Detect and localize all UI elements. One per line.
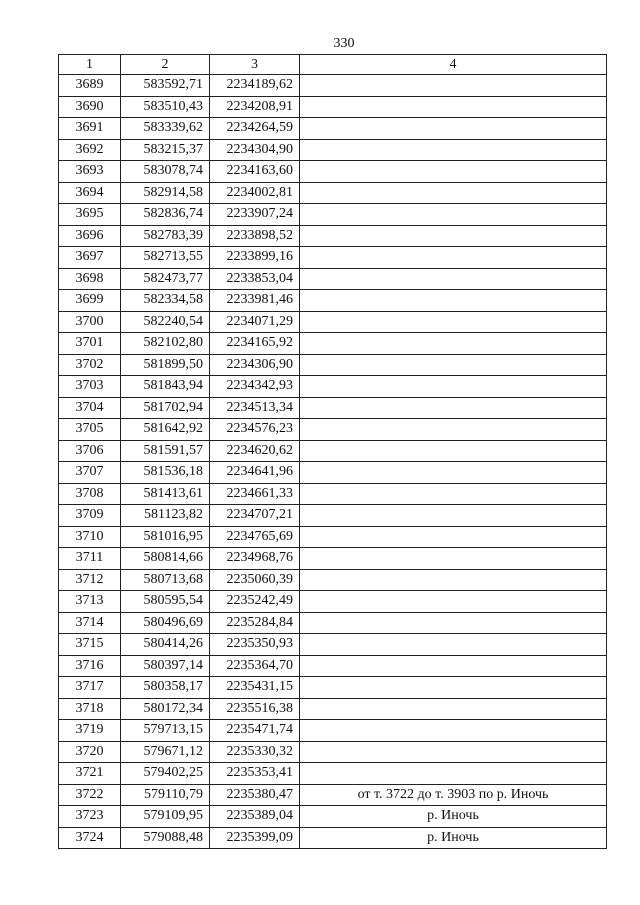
description-cell: [300, 548, 607, 570]
description-cell: [300, 763, 607, 785]
x-coordinate-cell: 580397,14: [121, 655, 210, 677]
y-coordinate-cell: 2234264,59: [210, 118, 300, 140]
y-coordinate-cell: 2234765,69: [210, 526, 300, 548]
description-cell: [300, 505, 607, 527]
x-coordinate-cell: 582914,58: [121, 182, 210, 204]
page-number: 330: [333, 36, 355, 51]
y-coordinate-cell: 2234071,29: [210, 311, 300, 333]
x-coordinate-cell: 580172,34: [121, 698, 210, 720]
x-coordinate-cell: 581536,18: [121, 462, 210, 484]
point-number-cell: 3691: [59, 118, 121, 140]
x-coordinate-cell: 582473,77: [121, 268, 210, 290]
description-cell: [300, 161, 607, 183]
x-coordinate-cell: 582102,80: [121, 333, 210, 355]
table-row: [59, 612, 607, 634]
point-number-cell: 3689: [59, 75, 121, 97]
y-coordinate-cell: 2234304,90: [210, 139, 300, 161]
point-number-cell: 3714: [59, 612, 121, 634]
table-row: [59, 139, 607, 161]
table-row: [59, 634, 607, 656]
point-number-cell: 3709: [59, 505, 121, 527]
y-coordinate-cell: 2235284,84: [210, 612, 300, 634]
description-cell: [300, 75, 607, 97]
column-header-3: 3: [210, 55, 300, 75]
table-row: [59, 290, 607, 312]
y-coordinate-cell: 2233899,16: [210, 247, 300, 269]
y-coordinate-cell: 2234968,76: [210, 548, 300, 570]
y-coordinate-cell: 2234163,60: [210, 161, 300, 183]
x-coordinate-cell: 583592,71: [121, 75, 210, 97]
point-number-cell: 3721: [59, 763, 121, 785]
description-cell: от т. 3722 до т. 3903 по р. Иночь: [300, 784, 607, 806]
description-cell: р. Иночь: [300, 806, 607, 828]
point-number-cell: 3718: [59, 698, 121, 720]
y-coordinate-cell: 2234513,34: [210, 397, 300, 419]
table-row: [59, 440, 607, 462]
table-row: [59, 569, 607, 591]
x-coordinate-cell: 581642,92: [121, 419, 210, 441]
table-row: [59, 655, 607, 677]
table-row: [59, 827, 607, 849]
description-cell: [300, 290, 607, 312]
table-row: [59, 268, 607, 290]
table-row: [59, 505, 607, 527]
table-header-row: [59, 55, 607, 75]
point-number-cell: 3710: [59, 526, 121, 548]
point-number-cell: 3692: [59, 139, 121, 161]
y-coordinate-cell: 2235364,70: [210, 655, 300, 677]
x-coordinate-cell: 579109,95: [121, 806, 210, 828]
y-coordinate-cell: 2234620,62: [210, 440, 300, 462]
table-row: [59, 118, 607, 140]
point-number-cell: 3698: [59, 268, 121, 290]
x-coordinate-cell: 581016,95: [121, 526, 210, 548]
y-coordinate-cell: 2235330,32: [210, 741, 300, 763]
point-number-cell: 3697: [59, 247, 121, 269]
table-row: [59, 784, 607, 806]
table-row: [59, 698, 607, 720]
table-row: [59, 225, 607, 247]
point-number-cell: 3700: [59, 311, 121, 333]
x-coordinate-cell: 581899,50: [121, 354, 210, 376]
y-coordinate-cell: 2235242,49: [210, 591, 300, 613]
column-header-4: 4: [300, 55, 607, 75]
description-cell: [300, 462, 607, 484]
table-row: [59, 354, 607, 376]
y-coordinate-cell: 2235060,39: [210, 569, 300, 591]
description-cell: [300, 96, 607, 118]
x-coordinate-cell: 580713,68: [121, 569, 210, 591]
table-row: [59, 96, 607, 118]
description-cell: [300, 569, 607, 591]
table-body: [59, 75, 607, 849]
y-coordinate-cell: 2234576,23: [210, 419, 300, 441]
point-number-cell: 3711: [59, 548, 121, 570]
description-cell: [300, 677, 607, 699]
point-number-cell: 3707: [59, 462, 121, 484]
description-cell: [300, 419, 607, 441]
point-number-cell: 3704: [59, 397, 121, 419]
y-coordinate-cell: 2235471,74: [210, 720, 300, 742]
description-cell: [300, 483, 607, 505]
description-cell: [300, 397, 607, 419]
y-coordinate-cell: 2233981,46: [210, 290, 300, 312]
table-row: [59, 161, 607, 183]
description-cell: [300, 118, 607, 140]
point-number-cell: 3695: [59, 204, 121, 226]
x-coordinate-cell: 579402,25: [121, 763, 210, 785]
table-row: [59, 247, 607, 269]
table-row: [59, 741, 607, 763]
description-cell: [300, 376, 607, 398]
x-coordinate-cell: 583339,62: [121, 118, 210, 140]
y-coordinate-cell: 2235399,09: [210, 827, 300, 849]
table-row: [59, 677, 607, 699]
table-row: [59, 763, 607, 785]
x-coordinate-cell: 579671,12: [121, 741, 210, 763]
column-header-2: 2: [121, 55, 210, 75]
coordinates-table: [58, 54, 607, 849]
point-number-cell: 3712: [59, 569, 121, 591]
x-coordinate-cell: 581413,61: [121, 483, 210, 505]
point-number-cell: 3720: [59, 741, 121, 763]
y-coordinate-cell: 2234342,93: [210, 376, 300, 398]
point-number-cell: 3701: [59, 333, 121, 355]
table-row: [59, 591, 607, 613]
x-coordinate-cell: 580814,66: [121, 548, 210, 570]
point-number-cell: 3706: [59, 440, 121, 462]
description-cell: [300, 698, 607, 720]
table-row: [59, 806, 607, 828]
y-coordinate-cell: 2234208,91: [210, 96, 300, 118]
description-cell: [300, 526, 607, 548]
point-number-cell: 3716: [59, 655, 121, 677]
x-coordinate-cell: 581843,94: [121, 376, 210, 398]
point-number-cell: 3717: [59, 677, 121, 699]
y-coordinate-cell: 2235389,04: [210, 806, 300, 828]
point-number-cell: 3719: [59, 720, 121, 742]
table-row: [59, 311, 607, 333]
table-row: [59, 397, 607, 419]
point-number-cell: 3702: [59, 354, 121, 376]
table-row: [59, 483, 607, 505]
x-coordinate-cell: 583510,43: [121, 96, 210, 118]
description-cell: р. Иночь: [300, 827, 607, 849]
description-cell: [300, 354, 607, 376]
y-coordinate-cell: 2235380,47: [210, 784, 300, 806]
y-coordinate-cell: 2234306,90: [210, 354, 300, 376]
point-number-cell: 3705: [59, 419, 121, 441]
x-coordinate-cell: 579088,48: [121, 827, 210, 849]
description-cell: [300, 268, 607, 290]
table-row: [59, 376, 607, 398]
y-coordinate-cell: 2235516,38: [210, 698, 300, 720]
point-number-cell: 3694: [59, 182, 121, 204]
x-coordinate-cell: 582836,74: [121, 204, 210, 226]
point-number-cell: 3699: [59, 290, 121, 312]
x-coordinate-cell: 581123,82: [121, 505, 210, 527]
point-number-cell: 3703: [59, 376, 121, 398]
x-coordinate-cell: 580595,54: [121, 591, 210, 613]
x-coordinate-cell: 582713,55: [121, 247, 210, 269]
description-cell: [300, 655, 607, 677]
point-number-cell: 3724: [59, 827, 121, 849]
x-coordinate-cell: 582240,54: [121, 311, 210, 333]
table-row: [59, 462, 607, 484]
table-row: [59, 75, 607, 97]
x-coordinate-cell: 582783,39: [121, 225, 210, 247]
point-number-cell: 3713: [59, 591, 121, 613]
y-coordinate-cell: 2234165,92: [210, 333, 300, 355]
y-coordinate-cell: 2235353,41: [210, 763, 300, 785]
y-coordinate-cell: 2235350,93: [210, 634, 300, 656]
y-coordinate-cell: 2233898,52: [210, 225, 300, 247]
column-header-1: 1: [59, 55, 121, 75]
x-coordinate-cell: 582334,58: [121, 290, 210, 312]
table-row: [59, 548, 607, 570]
x-coordinate-cell: 579110,79: [121, 784, 210, 806]
description-cell: [300, 440, 607, 462]
x-coordinate-cell: 579713,15: [121, 720, 210, 742]
point-number-cell: 3722: [59, 784, 121, 806]
x-coordinate-cell: 580358,17: [121, 677, 210, 699]
point-number-cell: 3690: [59, 96, 121, 118]
y-coordinate-cell: 2233907,24: [210, 204, 300, 226]
point-number-cell: 3708: [59, 483, 121, 505]
point-number-cell: 3715: [59, 634, 121, 656]
y-coordinate-cell: 2234189,62: [210, 75, 300, 97]
description-cell: [300, 182, 607, 204]
description-cell: [300, 634, 607, 656]
x-coordinate-cell: 580414,26: [121, 634, 210, 656]
y-coordinate-cell: 2235431,15: [210, 677, 300, 699]
table-row: [59, 419, 607, 441]
x-coordinate-cell: 581591,57: [121, 440, 210, 462]
point-number-cell: 3723: [59, 806, 121, 828]
point-number-cell: 3696: [59, 225, 121, 247]
table-row: [59, 204, 607, 226]
description-cell: [300, 741, 607, 763]
description-cell: [300, 720, 607, 742]
y-coordinate-cell: 2234002,81: [210, 182, 300, 204]
x-coordinate-cell: 583215,37: [121, 139, 210, 161]
x-coordinate-cell: 583078,74: [121, 161, 210, 183]
x-coordinate-cell: 580496,69: [121, 612, 210, 634]
y-coordinate-cell: 2234707,21: [210, 505, 300, 527]
point-number-cell: 3693: [59, 161, 121, 183]
description-cell: [300, 225, 607, 247]
description-cell: [300, 612, 607, 634]
description-cell: [300, 311, 607, 333]
table-row: [59, 182, 607, 204]
x-coordinate-cell: 581702,94: [121, 397, 210, 419]
y-coordinate-cell: 2233853,04: [210, 268, 300, 290]
table-row: [59, 720, 607, 742]
description-cell: [300, 204, 607, 226]
y-coordinate-cell: 2234661,33: [210, 483, 300, 505]
description-cell: [300, 247, 607, 269]
description-cell: [300, 139, 607, 161]
table-row: [59, 526, 607, 548]
y-coordinate-cell: 2234641,96: [210, 462, 300, 484]
description-cell: [300, 333, 607, 355]
description-cell: [300, 591, 607, 613]
table-row: [59, 333, 607, 355]
